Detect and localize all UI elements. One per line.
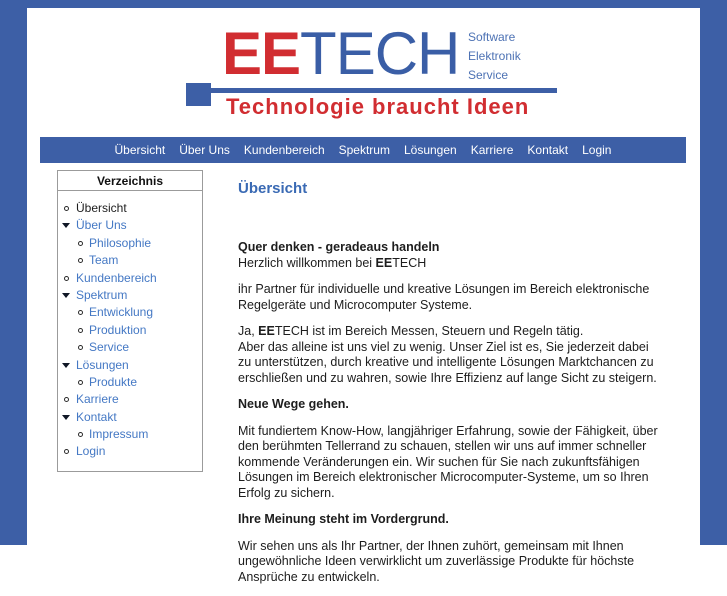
sidebar	[57, 170, 203, 472]
main-content	[238, 180, 662, 596]
circle-bullet-icon	[64, 276, 69, 281]
text: TECH	[392, 255, 427, 270]
circle-bullet-icon	[78, 258, 83, 263]
paragraph	[238, 512, 662, 528]
sidebar-item-label: Impressum	[89, 427, 149, 442]
sidebar-item-label: Philosophie	[89, 235, 152, 250]
sidebar-item-label: Spektrum	[76, 287, 128, 302]
main-nav	[40, 137, 686, 163]
paragraph	[238, 397, 662, 413]
circle-bullet-icon	[64, 206, 69, 211]
circle-bullet-icon	[64, 397, 69, 402]
nav-item-kontakt[interactable]: Kontakt	[527, 143, 569, 157]
sidebar-item-l-sungen[interactable]	[58, 357, 202, 374]
logo-wordmark	[222, 20, 460, 87]
bold-text: Ihre Meinung steht im Vordergrund.	[238, 512, 449, 526]
sidebar-item-label: Team	[89, 253, 119, 268]
circle-bullet-icon	[78, 328, 83, 333]
nav-item-l-sungen[interactable]: Lösungen	[403, 143, 457, 157]
paragraph	[238, 282, 662, 313]
sidebar-item-label: Login	[76, 444, 106, 459]
sidebar-item-label: Produkte	[89, 374, 138, 389]
frame-right-bar	[700, 0, 727, 545]
sidebar-item-label: Übersicht	[76, 201, 127, 215]
sidebar-item-spektrum[interactable]	[58, 287, 202, 304]
text: TECH ist im Bereich Messen, Steuern und Regeln tätig.	[274, 324, 584, 338]
bold-text: EE	[375, 255, 393, 270]
paragraph	[238, 539, 662, 586]
logo-service-line: Software	[468, 30, 516, 44]
text: Ja,	[238, 324, 259, 338]
sidebar-title: Verzeichnis	[58, 171, 202, 191]
text: Herzlich willkommen bei	[238, 255, 376, 270]
circle-bullet-icon	[64, 449, 69, 454]
logo-tagline: Technologie braucht Ideen	[226, 94, 530, 119]
bold-text: Neue Wege gehen.	[238, 397, 349, 411]
sidebar-item-bersicht[interactable]	[58, 200, 202, 217]
sidebar-item-label: Kontakt	[76, 409, 117, 424]
logo-ee-text: EE	[222, 20, 301, 87]
nav-item-karriere[interactable]: Karriere	[470, 143, 514, 157]
sidebar-item-produkte[interactable]	[58, 374, 202, 391]
sidebar-item-label: Karriere	[76, 392, 119, 407]
sidebar-item-entwicklung[interactable]	[58, 304, 202, 321]
paragraph	[238, 240, 662, 271]
logo-services-list	[468, 28, 521, 85]
bold-text: EE	[258, 324, 275, 338]
sidebar-item-kontakt[interactable]	[58, 409, 202, 426]
sidebar-item-label: Über Uns	[76, 218, 127, 233]
sidebar-list	[58, 191, 202, 471]
content-paragraphs	[238, 240, 662, 585]
text: Wir sehen uns als Ihr Partner, der Ihnen zuhört, gemeinsam mit Ihnen ungewöhnliche Ideen verwirklicht um zuverlässige Produkte für höchste Ansprüche zu entwickeln.	[238, 538, 635, 584]
sidebar-item-label: Service	[89, 340, 130, 355]
sidebar-item-produktion[interactable]	[58, 322, 202, 339]
circle-bullet-icon	[78, 241, 83, 246]
sidebar-item-team[interactable]	[58, 252, 202, 269]
text: Mit fundiertem Know-How, langjähriger Erfahrung, sowie der Fähigkeit, über den berühmten Tellerrand zu schauen, stellen wir uns auf immer schneller kommende Veränderungen ein. Wir suchen für Sie nach zukunftsfähigen Lösungen im Bereich elektronischer Microcomputer-Systeme, um so Ihren Erfolg zu sichern.	[238, 423, 658, 500]
logo-rule-line	[210, 88, 557, 93]
sidebar-item-karriere[interactable]	[58, 391, 202, 408]
circle-bullet-icon	[78, 310, 83, 315]
sidebar-item-label: Kundenbereich	[76, 270, 157, 285]
sidebar-item-philosophie[interactable]	[58, 235, 202, 252]
nav-item-ber-uns[interactable]: Über Uns	[179, 143, 230, 157]
nav-item-bersicht[interactable]: Übersicht	[114, 143, 166, 157]
circle-bullet-icon	[78, 380, 83, 385]
triangle-down-icon	[62, 363, 70, 368]
sidebar-item-login[interactable]	[58, 443, 202, 460]
paragraph	[238, 424, 662, 502]
bold-text: Quer denken - geradeaus handeln	[238, 240, 440, 254]
nav-item-spektrum[interactable]: Spektrum	[338, 143, 390, 157]
sidebar-item-service[interactable]	[58, 339, 202, 356]
sidebar-item-label: Lösungen	[76, 357, 129, 372]
nav-item-kundenbereich[interactable]: Kundenbereich	[243, 143, 325, 157]
frame-top-bar	[0, 0, 727, 8]
sidebar-item-impressum[interactable]	[58, 426, 202, 443]
paragraph	[238, 324, 662, 386]
circle-bullet-icon	[78, 432, 83, 437]
logo-square-icon	[186, 83, 211, 106]
logo-tech-text: TECH	[300, 20, 460, 87]
sidebar-item-ber-uns[interactable]	[58, 217, 202, 234]
logo-service-line: Elektronik	[468, 49, 521, 63]
sidebar-item-label: Produktion	[89, 322, 147, 337]
circle-bullet-icon	[78, 345, 83, 350]
logo-service-line: Service	[468, 68, 509, 82]
text: ihr Partner für individuelle und kreative Lösungen im Bereich elektronische Regelgeräte und Microcomputer Systeme.	[238, 282, 650, 312]
triangle-down-icon	[62, 223, 70, 228]
text: Aber das alleine ist uns viel zu wenig. Unser Ziel ist es, Sie jederzeit dabei zu unterstützen, durch kreative und intelligente Lösungen Marktchancen zu erschließen und zu wahren, sowie Ihre Effizienz auf lange Sicht zu steigern.	[238, 339, 657, 385]
sidebar-item-kundenbereich[interactable]	[58, 270, 202, 287]
sidebar-item-label: Entwicklung	[89, 305, 154, 320]
page-title: Übersicht	[238, 180, 308, 197]
nav-item-login[interactable]: Login	[582, 143, 612, 157]
frame-left-bar	[0, 0, 27, 545]
triangle-down-icon	[62, 415, 70, 420]
triangle-down-icon	[62, 293, 70, 298]
